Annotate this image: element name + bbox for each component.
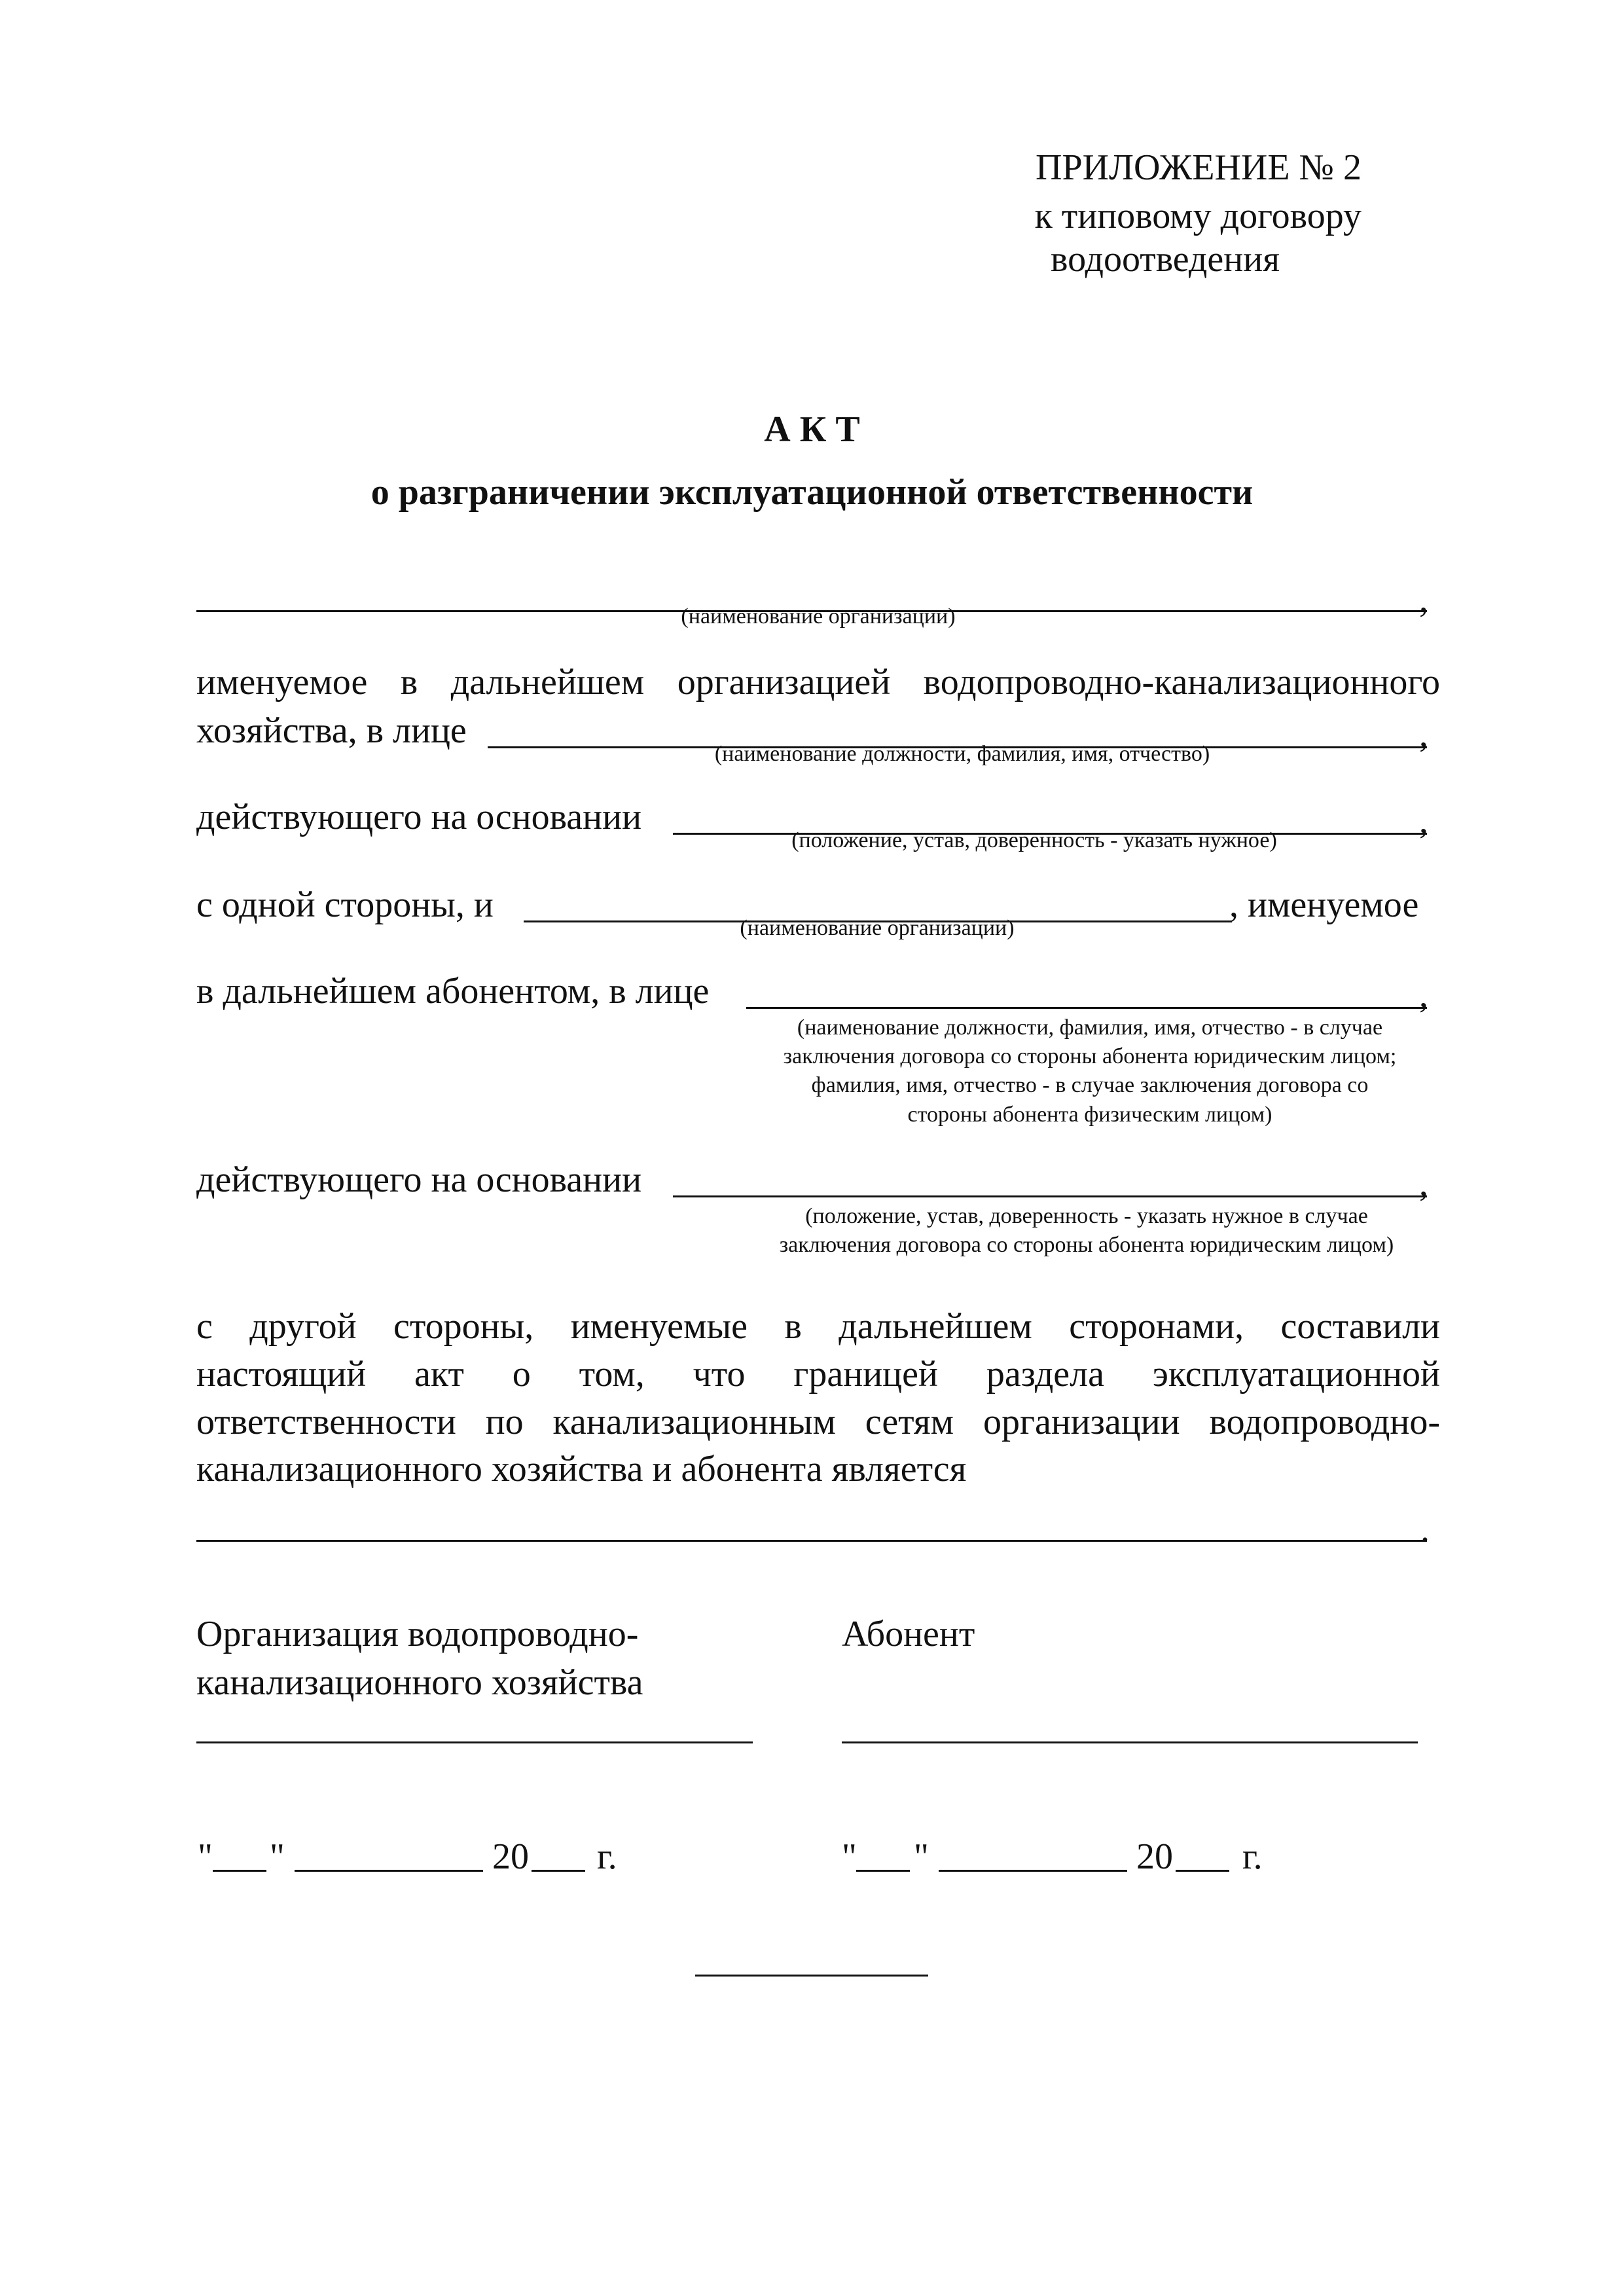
right-date-open-quote: " <box>842 1836 857 1877</box>
subscriber-hint-line: заключения договора со стороны абонента юридическим лицом; <box>783 1044 1397 1069</box>
subscriber-label: в дальнейшем абонентом, в лице <box>196 971 710 1011</box>
side-1-tail: , именуемое <box>1229 884 1419 925</box>
appendix-line-3: водоотведения <box>1051 239 1280 280</box>
comma: , <box>1419 579 1428 620</box>
subscriber-org-hint: (наименование организации) <box>740 916 1015 940</box>
comma: , <box>1419 975 1428 1015</box>
subscriber-hint-line: фамилия, имя, отчество - в случае заключения договора со <box>811 1073 1369 1098</box>
right-date-close-quote: " <box>914 1836 929 1877</box>
basis-2-hint <box>707 1202 1466 1260</box>
closing-rule <box>695 1975 928 1977</box>
basis-2-field[interactable] <box>673 1195 1427 1197</box>
body-line: ответственности по канализационным сетям организации водопроводно- <box>196 1401 1440 1442</box>
boundary-field[interactable] <box>196 1540 1427 1542</box>
right-year-prefix: 20 <box>1136 1836 1173 1877</box>
left-day-field[interactable] <box>213 1870 266 1872</box>
signature-left-line-1: Организация водопроводно- <box>196 1614 639 1654</box>
subscriber-hint-line: стороны абонента физическим лицом) <box>907 1102 1272 1127</box>
signature-right-label: Абонент <box>842 1614 975 1654</box>
basis-2-hint-line: заключения договора со стороны абонента юридическим лицом) <box>779 1233 1394 1258</box>
left-date-close-quote: " <box>270 1836 285 1877</box>
basis-1-hint: (положение, устав, доверенность - указать нужное) <box>791 828 1277 852</box>
body-line: настоящий акт о том, что границей раздела эксплуатационной <box>196 1353 1440 1394</box>
body-line: с другой стороны, именуемые в дальнейшем сторонами, составили <box>196 1306 1440 1347</box>
org-name-hint: (наименование организации) <box>681 604 956 629</box>
act-title: А К Т <box>764 409 860 450</box>
intro-line-2: хозяйства, в лице <box>196 710 467 751</box>
right-signature-field[interactable] <box>842 1741 1418 1743</box>
subscriber-hint <box>713 1013 1466 1129</box>
subscriber-representative-field[interactable] <box>746 1007 1427 1009</box>
comma: , <box>1419 801 1428 841</box>
representative-hint: (наименование должности, фамилия, имя, отчество) <box>714 742 1210 766</box>
right-month-field[interactable] <box>939 1870 1127 1872</box>
signature-left-line-2: канализационного хозяйства <box>196 1662 643 1703</box>
right-year-suffix: г. <box>1242 1836 1263 1877</box>
side-1-label: с одной стороны, и <box>196 884 494 925</box>
subscriber-hint-line: (наименование должности, фамилия, имя, отчество - в случае <box>797 1015 1383 1040</box>
left-year-suffix: г. <box>597 1836 617 1877</box>
basis-1-label: действующего на основании <box>196 797 642 837</box>
intro-line-1: именуемое в дальнейшем организацией водопроводно-канализационного <box>196 662 1440 702</box>
right-year-field[interactable] <box>1176 1870 1229 1872</box>
comma: , <box>1419 714 1428 755</box>
right-day-field[interactable] <box>856 1870 910 1872</box>
act-subtitle: о разграничении эксплуатационной ответственности <box>370 472 1254 513</box>
left-year-field[interactable] <box>532 1870 585 1872</box>
left-year-prefix: 20 <box>492 1836 529 1877</box>
appendix-line-1: ПРИЛОЖЕНИЕ № 2 <box>1036 147 1362 188</box>
left-date-open-quote: " <box>198 1836 213 1877</box>
body-line: канализационного хозяйства и абонента является <box>196 1449 967 1490</box>
appendix-line-2: к типовому договору <box>1034 196 1362 236</box>
left-month-field[interactable] <box>295 1870 483 1872</box>
body-paragraph <box>196 1303 1440 1493</box>
basis-2-hint-line: (положение, устав, доверенность - указать нужное в случае <box>805 1204 1368 1228</box>
period: . <box>1420 1509 1430 1550</box>
comma: , <box>1419 1163 1428 1204</box>
left-signature-field[interactable] <box>196 1741 753 1743</box>
basis-2-label: действующего на основании <box>196 1159 642 1200</box>
